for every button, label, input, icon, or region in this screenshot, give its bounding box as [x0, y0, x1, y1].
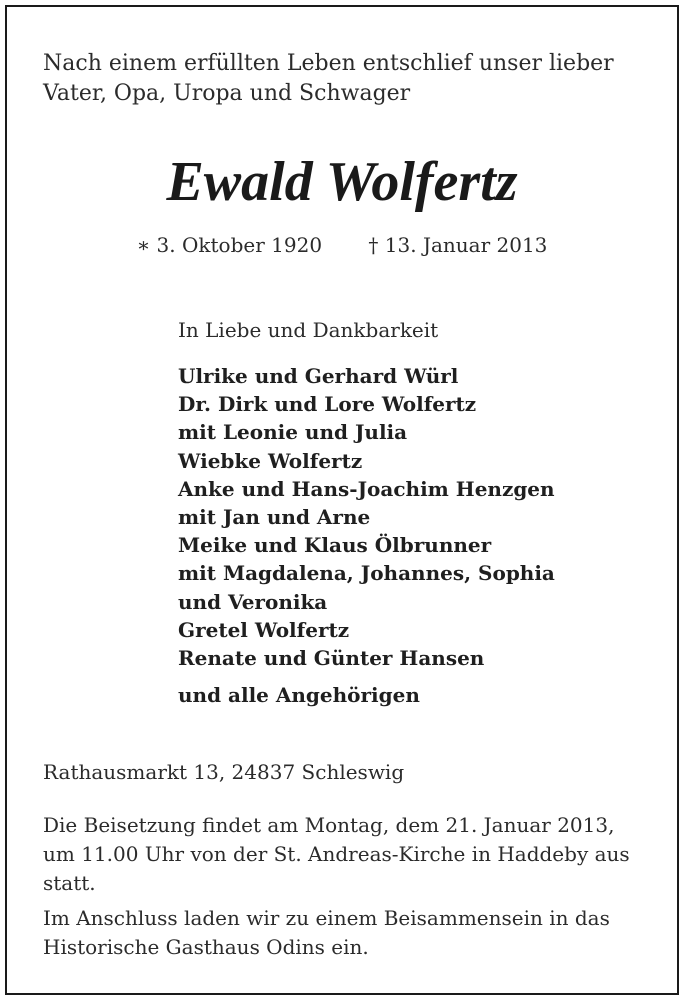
mourner-line: Wiebke Wolfertz: [178, 448, 363, 473]
thanks-line: In Liebe und Dankbarkeit: [178, 318, 439, 342]
funeral-info: Die Beisetzung findet am Montag, dem 21. Januar 2013, um 11.00 Uhr von der St. Andreas-Kirche in Haddeby aus statt.: [43, 813, 630, 895]
relatives-line: und alle Angehörigen: [178, 683, 420, 707]
birth-date: ∗ 3. Oktober 1920: [136, 233, 323, 257]
mourner-line: Dr. Dirk und Lore Wolfertz: [178, 392, 477, 417]
address: Rathausmarkt 13, 24837 Schleswig: [43, 760, 405, 784]
death-date: † 13. Januar 2013: [368, 233, 548, 257]
gathering-info: Im Anschluss laden wir zu einem Beisammensein in das Historische Gasthaus Odins ein.: [43, 906, 610, 959]
deceased-name: Ewald Wolfertz: [166, 151, 518, 213]
mourner-line: Anke und Hans-Joachim Henzgen: [178, 476, 555, 501]
mourners-list: [178, 362, 555, 672]
mourner-line: mit Jan und Arne: [178, 505, 371, 530]
mourner-line: und Veronika: [178, 589, 328, 614]
mourner-line: Gretel Wolfertz: [178, 617, 350, 642]
obituary-notice: [5, 5, 679, 995]
mourner-line: Renate und Günter Hansen: [178, 646, 485, 671]
mourner-line: mit Magdalena, Johannes, Sophia: [178, 561, 555, 586]
life-dates: [7, 233, 677, 257]
mourner-line: Ulrike und Gerhard Würl: [178, 364, 459, 388]
intro-text: Nach einem erfüllten Leben entschlief unser lieber Vater, Opa, Uropa und Schwager: [43, 51, 614, 106]
mourner-line: Meike und Klaus Ölbrunner: [178, 533, 492, 558]
mourner-line: mit Leonie und Julia: [178, 420, 408, 445]
